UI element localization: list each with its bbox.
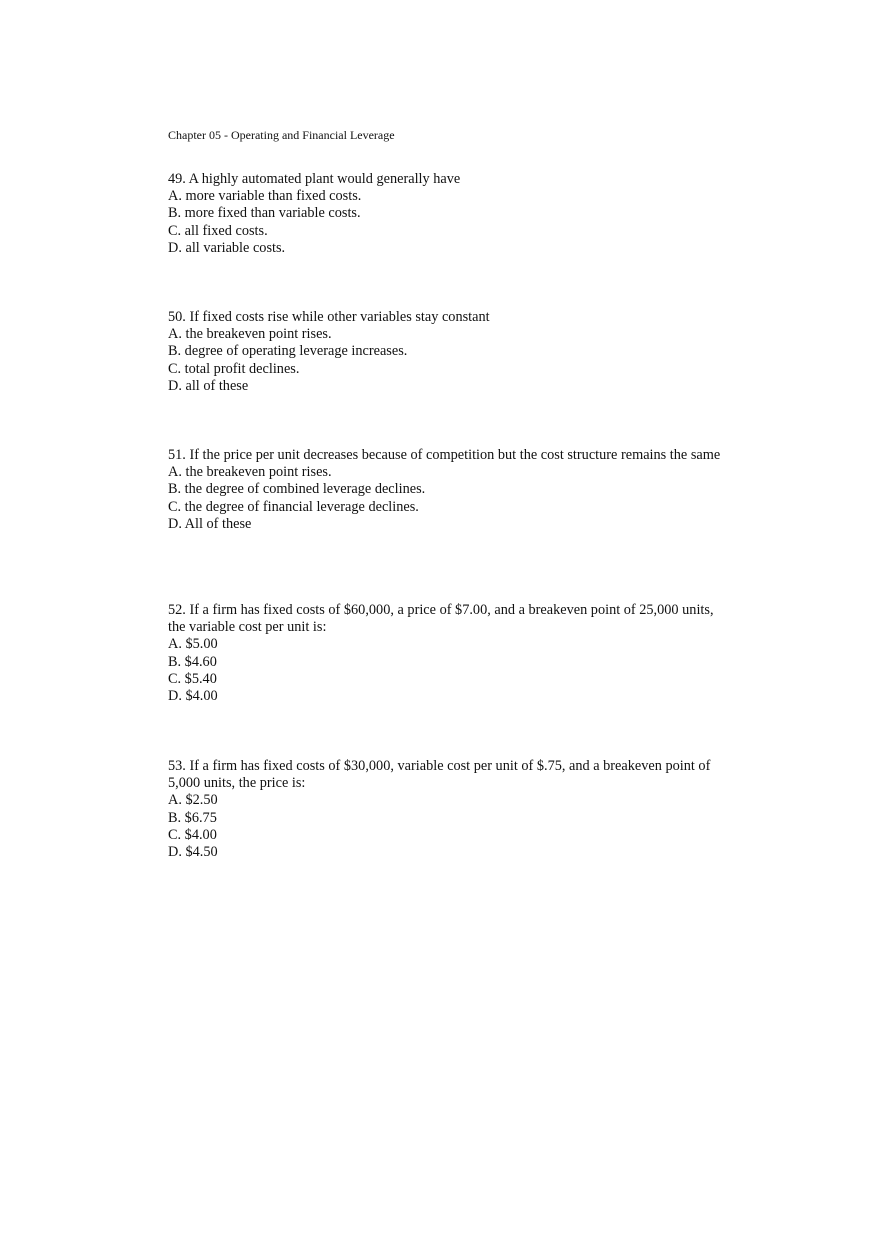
- answer-option-d: D. all of these: [168, 377, 249, 394]
- question-52: [168, 602, 728, 705]
- answer-option-d: D. All of these: [168, 515, 252, 532]
- question-stem: 50. If fixed costs rise while other variables stay constant: [168, 309, 490, 325]
- answer-option-b: B. $6.75: [168, 809, 217, 826]
- question-51: [168, 447, 728, 533]
- answer-option-c: C. all fixed costs.: [168, 222, 268, 239]
- question-stem: 49. A highly automated plant would generally have: [168, 171, 461, 187]
- answer-option-a: A. $5.00: [168, 636, 218, 653]
- answer-option-a: A. more variable than fixed costs.: [168, 188, 362, 205]
- answer-option-b: B. the degree of combined leverage declines.: [168, 481, 426, 498]
- question-stem: 51. If the price per unit decreases because of competition but the cost structure remains the same: [168, 447, 721, 463]
- answer-option-a: A. the breakeven point rises.: [168, 326, 332, 343]
- answer-option-d: D. $4.00: [168, 688, 218, 705]
- question-stem: 52. If a firm has fixed costs of $60,000, a price of $7.00, and a breakeven point of 25,000 units, the variable cost per unit is:: [168, 602, 714, 636]
- question-49: [168, 171, 728, 257]
- answer-option-b: B. degree of operating leverage increases.: [168, 343, 408, 360]
- chapter-header: Chapter 05 - Operating and Financial Leverage: [168, 128, 395, 142]
- answer-option-c: C. $4.00: [168, 826, 217, 843]
- answer-option-a: A. $2.50: [168, 792, 218, 809]
- answer-option-d: D. all variable costs.: [168, 239, 286, 256]
- answer-option-b: B. more fixed than variable costs.: [168, 205, 361, 222]
- question-50: [168, 309, 728, 395]
- question-53: [168, 758, 728, 861]
- question-stem: 53. If a firm has fixed costs of $30,000, variable cost per unit of $.75, and a breakeven point of 5,000 units, the price is:: [168, 758, 711, 792]
- answer-option-c: C. the degree of financial leverage declines.: [168, 498, 419, 515]
- answer-option-d: D. $4.50: [168, 844, 218, 861]
- answer-option-c: C. total profit declines.: [168, 360, 300, 377]
- answer-option-c: C. $5.40: [168, 670, 217, 687]
- answer-option-a: A. the breakeven point rises.: [168, 464, 332, 481]
- answer-option-b: B. $4.60: [168, 653, 217, 670]
